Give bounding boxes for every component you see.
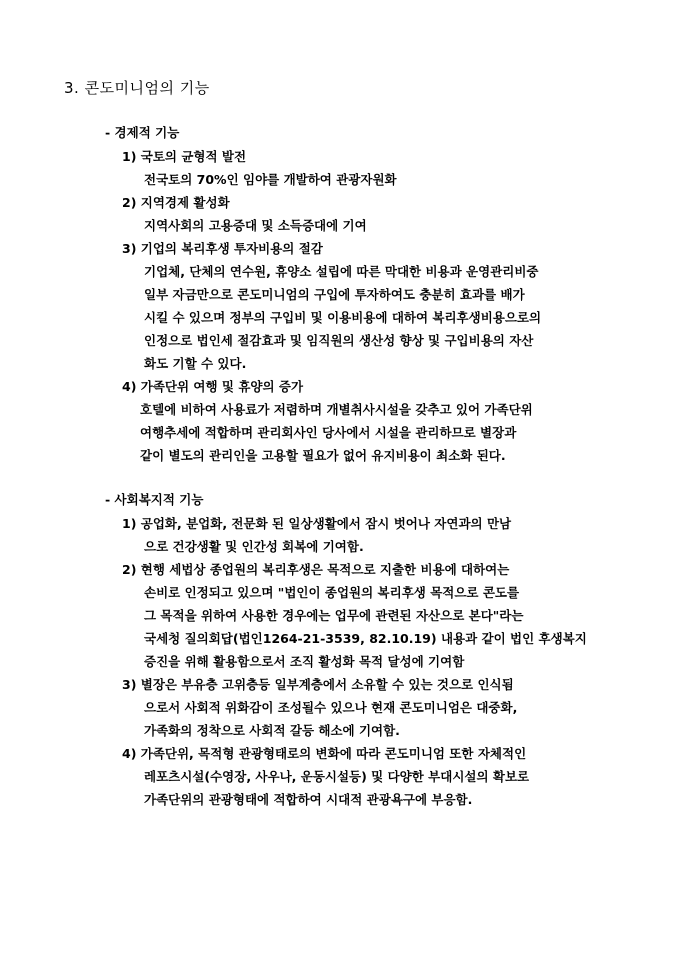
economic-item-3-line-4: 인정으로 법인세 절감효과 및 임직원의 생산성 향상 및 구입비용의 자산 (144, 333, 534, 348)
economic-item-4-line-2: 여행추세에 적합하며 관리회사인 당사에서 시설을 관리하므로 별장과 (140, 425, 517, 440)
social-item-1-label: 1) 공업화, 분업화, 전문화 된 일상생활에서 잠시 벗어나 자연과의 만남 (122, 516, 512, 531)
social-item-2-label: 2) 현행 세법상 종업원의 복리후생은 목적으로 지출한 비용에 대하여는 (122, 562, 510, 577)
page-title: 3. 콘도미니엄의 기능 (64, 79, 210, 97)
economic-item-3-label: 3) 기업의 복리후생 투자비용의 절감 (122, 241, 323, 256)
economic-item-3-line-3: 시킬 수 있으며 정부의 구입비 및 이용비용에 대하여 복리후생비용으로의 (144, 310, 542, 325)
economic-item-3-line-2: 일부 자금만으로 콘도미니엄의 구입에 투자하여도 충분히 효과를 배가 (144, 287, 525, 302)
social-item-3-line-2: 가족화의 정착으로 사회적 갈등 해소에 기여함. (144, 723, 400, 738)
social-item-2-line-3: 국세청 질의회답(법인1264-21-3539, 82.10.19) 내용과 같이 법인 후생복지 (144, 631, 587, 646)
economic-item-4-line-3: 같이 별도의 관리인을 고용할 필요가 없어 유지비용이 최소화 된다. (140, 448, 506, 463)
section-social-title: - 사회복지적 기능 (105, 492, 204, 507)
economic-item-3-line-5: 화도 기할 수 있다. (144, 356, 247, 371)
social-item-3-label: 3) 별장은 부유층 고위층등 일부계층에서 소유할 수 있는 것으로 인식됨 (122, 677, 514, 692)
economic-item-3-line-1: 기업체, 단체의 연수원, 휴양소 설립에 따른 막대한 비용과 운영관리비중 (144, 264, 539, 279)
social-item-2-line-1: 손비로 인정되고 있으며 "법인이 종업원의 복리후생 목적으로 콘도를 (144, 585, 520, 600)
economic-item-2-line-1: 지역사회의 고용증대 및 소득증대에 기여 (144, 218, 367, 233)
social-item-2-line-2: 그 목적을 위하여 사용한 경우에는 업무에 관련된 자산으로 본다"라는 (144, 608, 524, 623)
economic-item-4-label: 4) 가족단위 여행 및 휴양의 증가 (122, 379, 304, 394)
social-item-3-line-1: 으로서 사회적 위화감이 조성될수 있으나 현재 콘도미니엄은 대중화, (144, 700, 518, 715)
social-item-4-line-1: 레포츠시설(수영장, 사우나, 운동시설등) 및 다양한 부대시설의 확보로 (144, 769, 530, 784)
social-item-2-line-4: 증진을 위해 활용함으로서 조직 활성화 목적 달성에 기여함 (144, 654, 465, 669)
social-item-1-line-1: 으로 건강생활 및 인간성 회복에 기여함. (144, 539, 364, 554)
economic-item-4-line-1: 호텔에 비하여 사용료가 저렴하며 개별취사시설을 갖추고 있어 가족단위 (140, 402, 533, 417)
economic-item-2-label: 2) 지역경제 활성화 (122, 195, 230, 210)
social-item-4-line-2: 가족단위의 관광형태에 적합하여 시대적 관광욕구에 부응함. (144, 792, 473, 807)
economic-item-1-line-1: 전국토의 70%인 임야를 개발하여 관광자원화 (144, 172, 397, 187)
economic-item-1-label: 1) 국토의 균형적 발전 (122, 149, 247, 164)
section-economic-title: - 경제적 기능 (105, 125, 180, 140)
social-item-4-label: 4) 가족단위, 목적형 관광형태로의 변화에 따라 콘도미니엄 또한 자체적인 (122, 746, 527, 761)
